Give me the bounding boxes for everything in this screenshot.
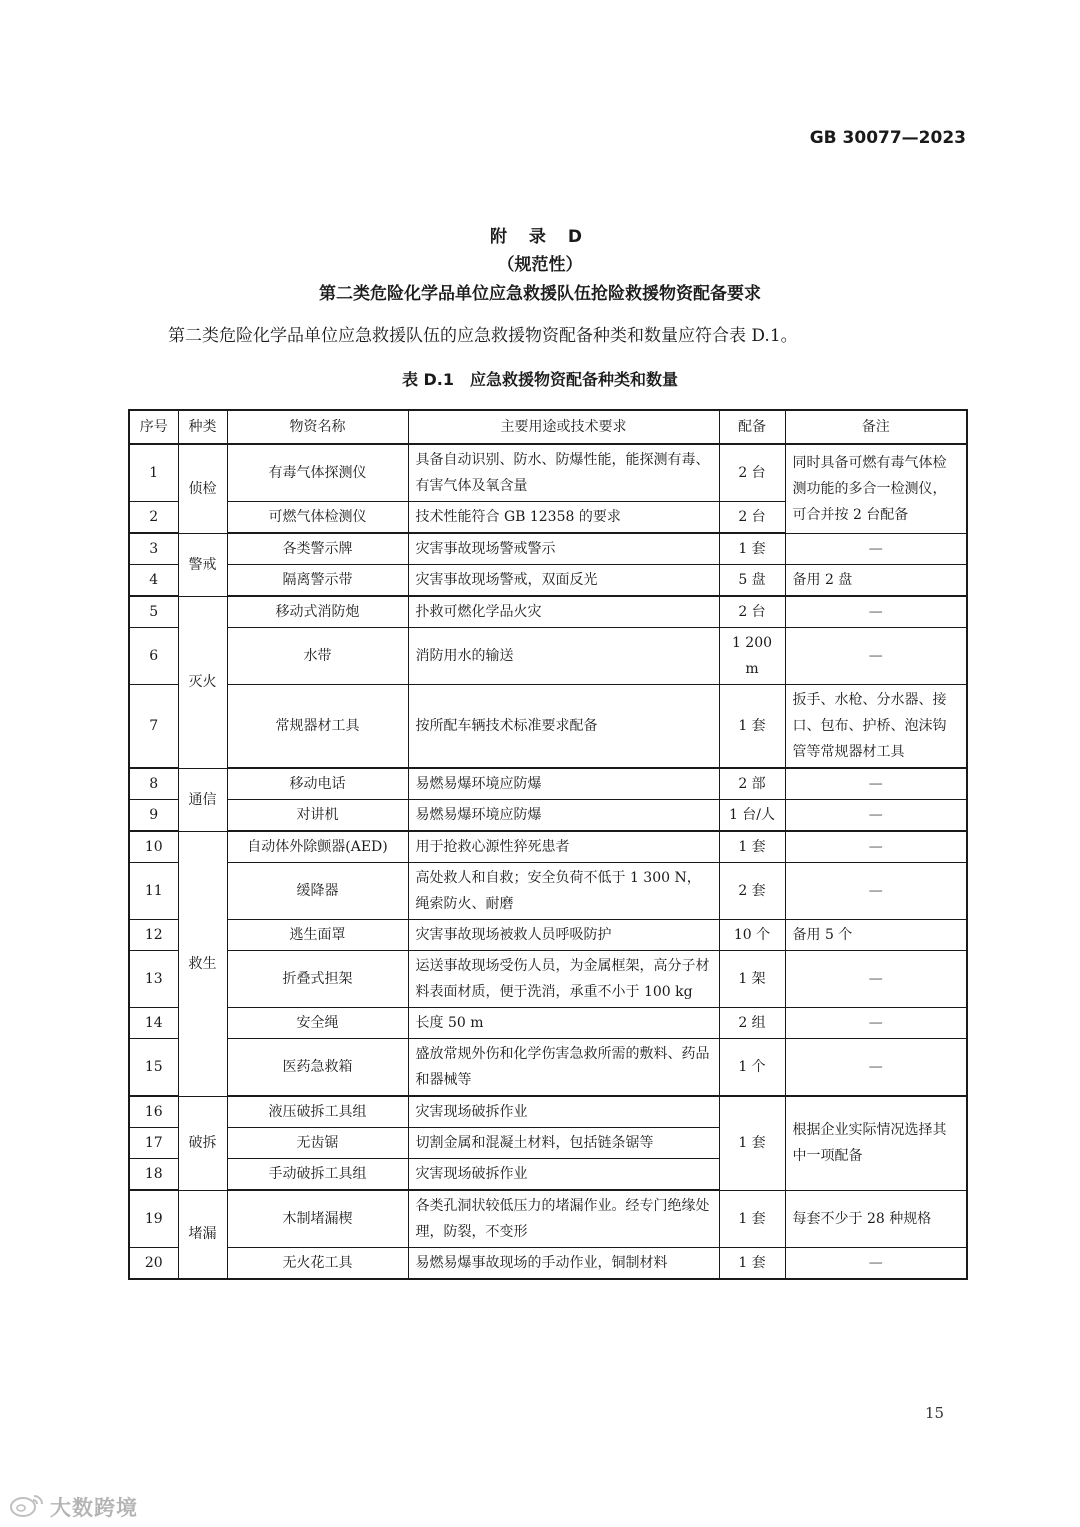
table-row bbox=[129, 951, 967, 1008]
item-qty: 1 台/人 bbox=[719, 800, 785, 832]
item-note: 备用 5 个 bbox=[785, 920, 967, 951]
item-note: — bbox=[785, 863, 967, 920]
item-name: 对讲机 bbox=[227, 800, 408, 832]
table-header-row bbox=[129, 410, 967, 444]
row-no: 15 bbox=[129, 1039, 178, 1097]
item-note: — bbox=[785, 533, 967, 565]
item-qty: 10 个 bbox=[719, 920, 785, 951]
row-no: 12 bbox=[129, 920, 178, 951]
item-use: 盛放常规外伤和化学伤害急救所需的敷料、药品和器械等 bbox=[408, 1039, 719, 1097]
item-qty: 1 套 bbox=[719, 1248, 785, 1280]
item-name: 逃生面罩 bbox=[227, 920, 408, 951]
category-cell: 救生 bbox=[178, 831, 227, 1096]
item-qty: 1 架 bbox=[719, 951, 785, 1008]
row-no: 4 bbox=[129, 565, 178, 597]
appendix-title: 第二类危险化学品单位应急救援队伍抢险救援物资配备要求 bbox=[319, 284, 761, 304]
table-row bbox=[129, 831, 967, 863]
item-use: 消防用水的输送 bbox=[408, 628, 719, 685]
table-row bbox=[129, 1008, 967, 1039]
row-no: 13 bbox=[129, 951, 178, 1008]
category-cell: 破拆 bbox=[178, 1096, 227, 1190]
table-row bbox=[129, 628, 967, 685]
category-cell: 灭火 bbox=[178, 596, 227, 768]
row-no: 10 bbox=[129, 831, 178, 863]
item-name: 移动电话 bbox=[227, 768, 408, 800]
item-note: — bbox=[785, 951, 967, 1008]
item-note: 扳手、水枪、分水器、接口、包布、护桥、泡沫钩管等常规器材工具 bbox=[785, 685, 967, 769]
table-row bbox=[129, 1096, 967, 1128]
item-use: 运送事故现场受伤人员，为金属框架，高分子材料表面材质，便于洗消，承重不小于 100 kg bbox=[408, 951, 719, 1008]
table-row bbox=[129, 596, 967, 628]
item-note: — bbox=[785, 628, 967, 685]
item-name: 可燃气体检测仪 bbox=[227, 502, 408, 534]
item-qty: 1 套 bbox=[719, 685, 785, 769]
table-title: 表 D.1 应急救援物资配备种类和数量 bbox=[401, 370, 679, 389]
table-row bbox=[129, 800, 967, 832]
watermark bbox=[8, 1492, 138, 1522]
item-note: 同时具备可燃有毒气体检测功能的多合一检测仪，可合并按 2 台配备 bbox=[785, 444, 967, 533]
table-row bbox=[129, 444, 967, 502]
item-use: 扑救可燃化学品火灾 bbox=[408, 596, 719, 628]
item-qty: 5 盘 bbox=[719, 565, 785, 597]
item-name: 无齿锯 bbox=[227, 1128, 408, 1159]
row-no: 7 bbox=[129, 685, 178, 769]
item-name: 自动体外除颤器(AED) bbox=[227, 831, 408, 863]
row-no: 20 bbox=[129, 1248, 178, 1280]
item-use: 灾害事故现场警戒警示 bbox=[408, 533, 719, 565]
item-note: — bbox=[785, 1248, 967, 1280]
item-qty: 2 台 bbox=[719, 596, 785, 628]
row-no: 11 bbox=[129, 863, 178, 920]
row-no: 5 bbox=[129, 596, 178, 628]
item-qty: 1 200 m bbox=[719, 628, 785, 685]
header-no: 序号 bbox=[129, 410, 178, 444]
table-row bbox=[129, 533, 967, 565]
item-use: 灾害现场破拆作业 bbox=[408, 1159, 719, 1191]
item-name: 安全绳 bbox=[227, 1008, 408, 1039]
item-name: 无火花工具 bbox=[227, 1248, 408, 1280]
item-note: — bbox=[785, 1039, 967, 1097]
intro-paragraph: 第二类危险化学品单位应急救援队伍的应急救援物资配备种类和数量应符合表 D.1。 bbox=[168, 326, 798, 346]
table-row bbox=[129, 1039, 967, 1097]
row-no: 17 bbox=[129, 1128, 178, 1159]
table-row bbox=[129, 920, 967, 951]
item-note: — bbox=[785, 1008, 967, 1039]
item-note: 根据企业实际情况选择其中一项配备 bbox=[785, 1096, 967, 1190]
row-no: 6 bbox=[129, 628, 178, 685]
item-use: 长度 50 m bbox=[408, 1008, 719, 1039]
category-cell: 通信 bbox=[178, 768, 227, 831]
item-note: — bbox=[785, 800, 967, 832]
item-use: 灾害现场破拆作业 bbox=[408, 1096, 719, 1128]
item-note: — bbox=[785, 831, 967, 863]
item-use: 用于抢救心源性猝死患者 bbox=[408, 831, 719, 863]
item-qty: 1 套 bbox=[719, 533, 785, 565]
header-category: 种类 bbox=[178, 410, 227, 444]
item-note: 每套不少于 28 种规格 bbox=[785, 1190, 967, 1248]
item-name: 折叠式担架 bbox=[227, 951, 408, 1008]
item-use: 易燃易爆环境应防爆 bbox=[408, 768, 719, 800]
item-qty: 1 套 bbox=[719, 1096, 785, 1190]
table-row bbox=[129, 768, 967, 800]
header-note: 备注 bbox=[785, 410, 967, 444]
row-no: 19 bbox=[129, 1190, 178, 1248]
table-row bbox=[129, 1190, 967, 1248]
item-use: 具备自动识别、防水、防爆性能，能探测有毒、有害气体及氧含量 bbox=[408, 444, 719, 502]
item-name: 水带 bbox=[227, 628, 408, 685]
standard-number: GB 30077—2023 bbox=[809, 128, 966, 148]
item-use: 易燃易爆事故现场的手动作业，铜制材料 bbox=[408, 1248, 719, 1280]
row-no: 18 bbox=[129, 1159, 178, 1191]
item-use: 技术性能符合 GB 12358 的要求 bbox=[408, 502, 719, 534]
header-name: 物资名称 bbox=[227, 410, 408, 444]
item-name: 缓降器 bbox=[227, 863, 408, 920]
item-qty: 1 套 bbox=[719, 1190, 785, 1248]
category-cell: 警戒 bbox=[178, 533, 227, 596]
row-no: 9 bbox=[129, 800, 178, 832]
item-use: 切割金属和混凝土材料，包括链条锯等 bbox=[408, 1128, 719, 1159]
category-cell: 堵漏 bbox=[178, 1190, 227, 1279]
item-note: 备用 2 盘 bbox=[785, 565, 967, 597]
item-name: 隔离警示带 bbox=[227, 565, 408, 597]
appendix-label: 附 录 D bbox=[490, 227, 590, 247]
header-qty: 配备 bbox=[719, 410, 785, 444]
item-note: — bbox=[785, 596, 967, 628]
row-no: 14 bbox=[129, 1008, 178, 1039]
item-use: 按所配车辆技术标准要求配备 bbox=[408, 685, 719, 769]
item-use: 灾害事故现场被救人员呼吸防护 bbox=[408, 920, 719, 951]
table-row bbox=[129, 565, 967, 597]
item-use: 灾害事故现场警戒，双面反光 bbox=[408, 565, 719, 597]
appendix-normative: （规范性） bbox=[497, 255, 583, 275]
item-name: 木制堵漏楔 bbox=[227, 1190, 408, 1248]
category-cell: 侦检 bbox=[178, 444, 227, 533]
item-name: 各类警示牌 bbox=[227, 533, 408, 565]
item-name: 移动式消防炮 bbox=[227, 596, 408, 628]
row-no: 3 bbox=[129, 533, 178, 565]
item-use: 高处救人和自救；安全负荷不低于 1 300 N，绳索防火、耐磨 bbox=[408, 863, 719, 920]
item-qty: 2 台 bbox=[719, 502, 785, 534]
item-qty: 1 套 bbox=[719, 831, 785, 863]
row-no: 1 bbox=[129, 444, 178, 502]
item-name: 液压破拆工具组 bbox=[227, 1096, 408, 1128]
page-number: 15 bbox=[925, 1404, 945, 1422]
item-name: 手动破拆工具组 bbox=[227, 1159, 408, 1191]
item-name: 常规器材工具 bbox=[227, 685, 408, 769]
item-qty: 2 套 bbox=[719, 863, 785, 920]
item-note: — bbox=[785, 768, 967, 800]
item-use: 易燃易爆环境应防爆 bbox=[408, 800, 719, 832]
item-qty: 2 组 bbox=[719, 1008, 785, 1039]
item-qty: 2 台 bbox=[719, 444, 785, 502]
watermark-text: 大数跨境 bbox=[50, 1496, 138, 1520]
table-row bbox=[129, 685, 967, 769]
row-no: 2 bbox=[129, 502, 178, 534]
row-no: 16 bbox=[129, 1096, 178, 1128]
table-row bbox=[129, 863, 967, 920]
equipment-table bbox=[128, 409, 968, 1280]
item-qty: 1 个 bbox=[719, 1039, 785, 1097]
row-no: 8 bbox=[129, 768, 178, 800]
item-qty: 2 部 bbox=[719, 768, 785, 800]
item-name: 有毒气体探测仪 bbox=[227, 444, 408, 502]
item-use: 各类孔洞状较低压力的堵漏作业。经专门绝缘处理，防裂，不变形 bbox=[408, 1190, 719, 1248]
item-name: 医药急救箱 bbox=[227, 1039, 408, 1097]
weibo-logo-icon bbox=[8, 1492, 46, 1522]
header-use: 主要用途或技术要求 bbox=[408, 410, 719, 444]
table-row bbox=[129, 1248, 967, 1280]
